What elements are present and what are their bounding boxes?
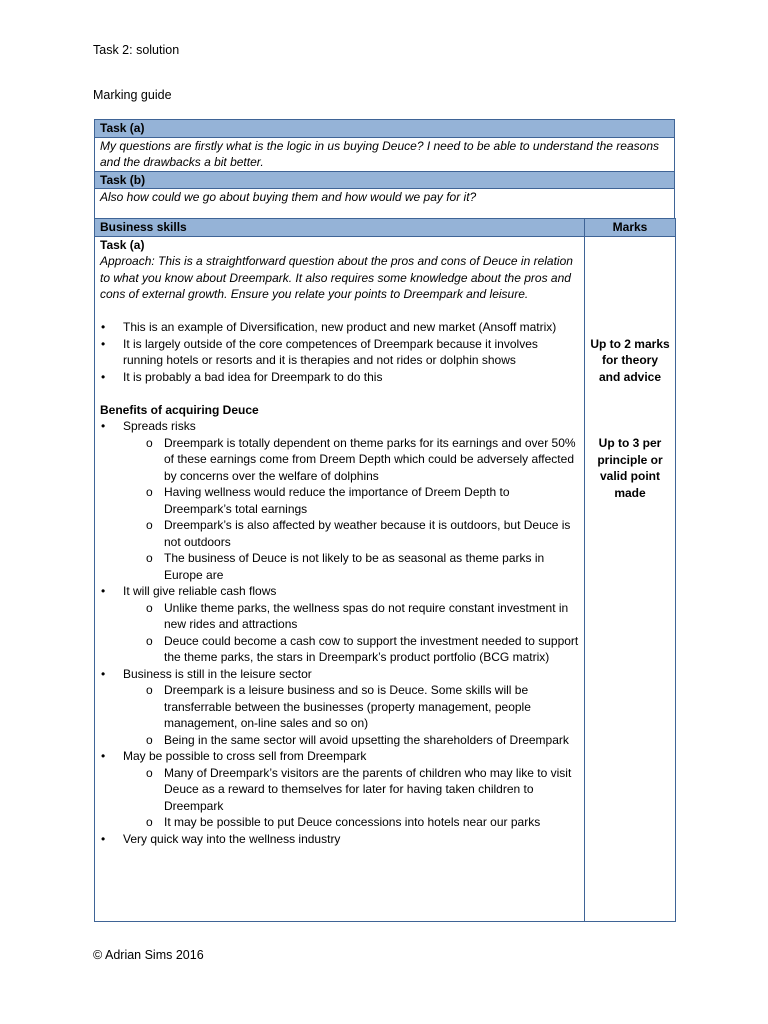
circle-bullet-icon: o [146,485,153,499]
bullet-icon: • [101,336,106,351]
circle-bullet-icon: o [146,600,153,615]
benefit-item: • Very quick way into the wellness industry [101,831,341,846]
benefit-subitem: o Dreempark is totally dependent on theme parks for its earnings and over 50% of these earnings come from Dreem Depth which could be adversely affected by concerns over the welfare of dolphins [146,435,576,483]
benefit-item: • Business is still in the leisure sector [101,666,312,681]
benefit-subitem: o Unlike theme parks, the wellness spas do not require constant investment in new rides and attractions [146,600,569,631]
circle-bullet-icon: o [146,765,153,780]
marking-table [94,218,676,922]
circle-bullet-icon: o [146,435,153,450]
marks-cell [585,236,676,921]
bullet-icon: • [101,419,106,433]
marks-principle: Up to 3 per principle or valid point made [597,436,663,500]
task-b-header: Task (b) [95,171,675,189]
benefit-subitem: o Being in the same sector will avoid upsetting the shareholders of Dreempark [146,732,569,747]
business-skills-cell [95,236,585,921]
benefit-item: • Spreads risks [101,419,196,433]
benefit-subitem: o Dreempark’s is also affected by weather because it is outdoors, but Deuce is not outdoors [146,518,571,549]
task-a-label: Task (a) [100,237,145,252]
task-b-question: Also how could we go about buying them and how would we pay for it? [95,189,675,222]
document-title: Task 2: solution [93,43,180,57]
questions-table [94,119,675,222]
marks-header: Marks [585,219,676,237]
intro-bullet: • This is an example of Diversification, new product and new market (Ansoff matrix) [101,320,557,334]
intro-bullet: • It is largely outside of the core competences of Dreempark because it involves running hotels or resorts and it is therapies and not rides or dolphin shows [101,336,538,367]
marks-theory: Up to 2 marks for theory and advice [590,336,670,384]
benefit-item: • May be possible to cross sell from Dreempark [101,749,367,763]
circle-bullet-icon: o [146,551,153,565]
copyright-footer: © Adrian Sims 2016 [93,948,204,962]
circle-bullet-icon: o [146,683,153,697]
benefit-item: • It will give reliable cash flows [101,584,277,598]
bullet-icon: • [101,831,106,846]
benefit-subitem: o Dreempark is a leisure business and so is Deuce. Some skills will be transferrable between the businesses (property management, people management, on-line sales and so on) [146,683,531,730]
benefit-subitem: o It may be possible to put Deuce concessions into hotels near our parks [146,815,541,829]
bullet-icon: • [101,369,106,384]
marking-guide-heading: Marking guide [93,88,172,102]
circle-bullet-icon: o [146,815,153,829]
bullet-icon: • [101,749,106,763]
intro-bullet: • It is probably a bad idea for Dreempark to do this [101,369,383,384]
task-a-question: My questions are firstly what is the logic in us buying Deuce? I need to be able to understand the reasons and the drawbacks a bit better. [95,137,675,171]
business-skills-header: Business skills [95,219,585,237]
benefit-subitem: o Deuce could become a cash cow to support the investment needed to support the theme parks, the stars in Dreempark’s product portfolio (BCG matrix) [146,633,579,664]
circle-bullet-icon: o [146,633,153,648]
task-a-header: Task (a) [95,120,675,138]
bullet-icon: • [101,666,106,681]
bullet-icon: • [101,320,106,334]
circle-bullet-icon: o [146,518,153,532]
benefits-heading: Benefits of acquiring Deuce [100,402,259,417]
benefit-subitem: o Having wellness would reduce the importance of Dreem Depth to Dreempark’s total earnings [146,485,510,516]
circle-bullet-icon: o [146,732,153,747]
benefit-subitem: o Many of Dreempark’s visitors are the parents of children who may like to visit Deuce as a reward to themselves for later for having taken children to Dreempark [146,765,572,813]
approach-text: Approach: This is a straightforward question about the pros and cons of Deuce in relation to what you know about Dreempark. It also requires some knowledge about the pros and cons of external growth. Ensure you relate your points to Dreempark and leisure. [100,254,573,301]
benefit-subitem: o The business of Deuce is not likely to be as seasonal as theme parks in Europe are [146,551,545,582]
bullet-icon: • [101,584,106,598]
